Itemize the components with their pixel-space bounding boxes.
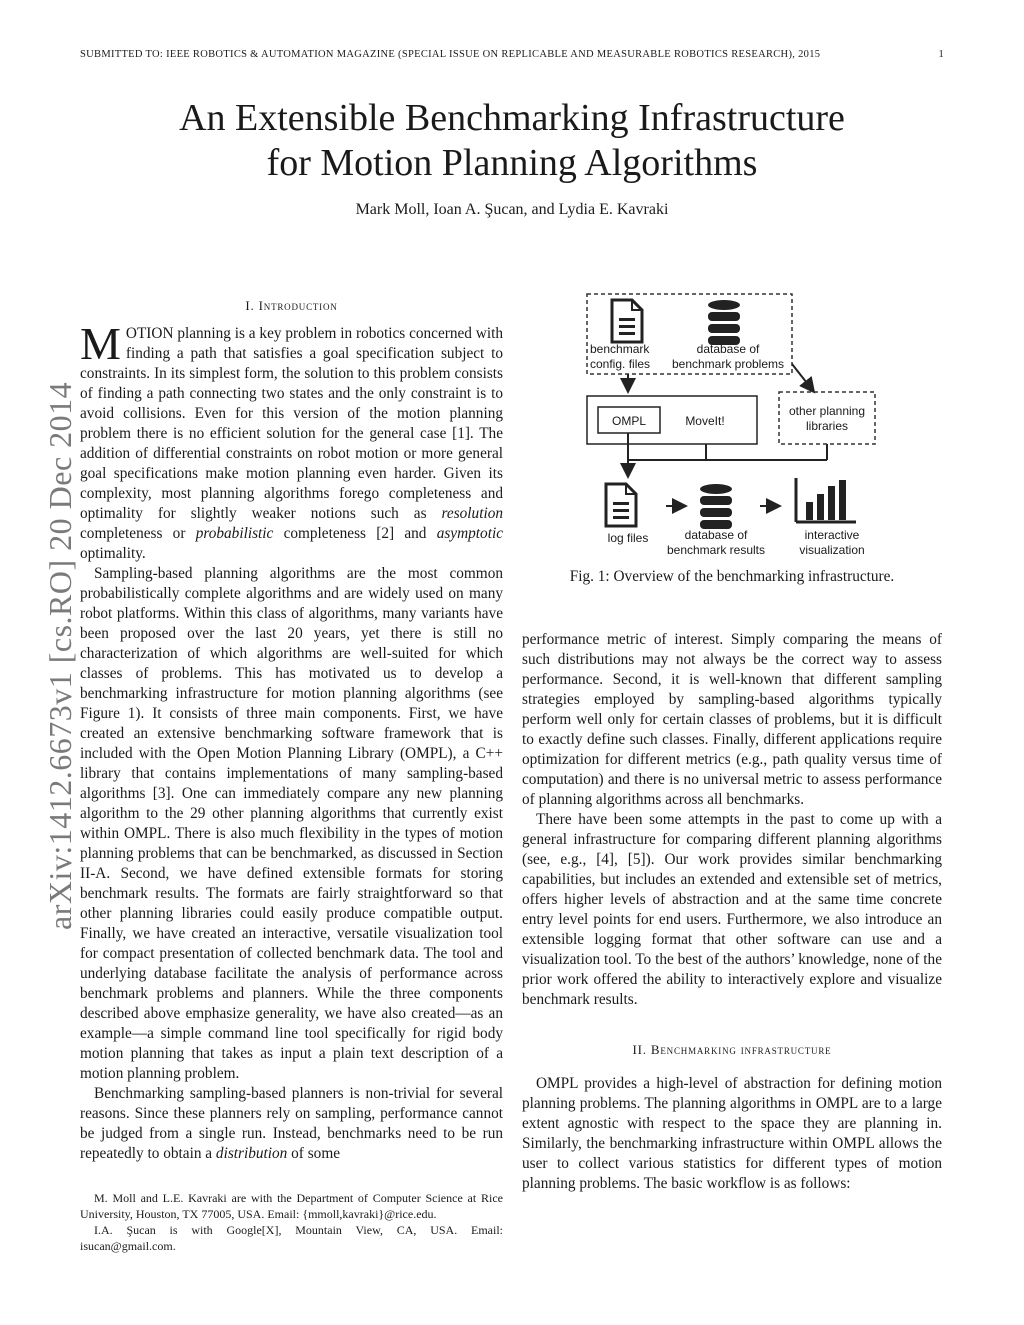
title-line-2: for Motion Planning Algorithms xyxy=(266,142,758,184)
p3-em-distribution: distribution xyxy=(215,1145,288,1162)
arxiv-identifier: arXiv:1412.6673v1 [cs.RO] 20 Dec 2014 xyxy=(42,381,78,930)
label-ompl: OMPL xyxy=(611,414,646,428)
right-column xyxy=(522,630,942,1194)
section-title: Introduction xyxy=(258,298,338,313)
document-icon xyxy=(612,300,642,342)
label-database-problems xyxy=(666,342,790,372)
label-database-results xyxy=(664,528,768,558)
label-line: other planning xyxy=(788,404,866,418)
label-other-libraries xyxy=(779,404,875,434)
p3-text-b: of some xyxy=(287,1145,341,1162)
page-number: 1 xyxy=(938,49,944,60)
figure-1-caption: Fig. 1: Overview of the benchmarking infrastructure. xyxy=(569,568,895,585)
intro-paragraph-1 xyxy=(80,318,503,564)
right-paragraph-3: OMPL provides a high-level of abstraction for defining motion planning problems. The planning algorithms in OMPL are to a large extent agnostic with respect to the space they are planning in. Similarly, the benchmarking infrastructure within OMPL allows the user to collect various statistics for different types of motion planning problems. The basic workflow is as follows: xyxy=(522,1075,942,1192)
label-interactive-visualization xyxy=(780,528,884,558)
label-line: interactive xyxy=(804,528,860,542)
left-column xyxy=(80,296,503,1164)
running-header-text: SUBMITTED TO: IEEE ROBOTICS & AUTOMATION MAGAZINE (SPECIAL ISSUE ON REPLICABLE AND MEASURABLE ROBOTICS RESEARCH), 2015 xyxy=(80,49,821,60)
paper-title xyxy=(0,96,1024,186)
label-log-files: log files xyxy=(607,531,649,545)
footnote-affiliation-2: I.A. Şucan is with Google[X], Mountain View, CA, USA. Email: isucan@gmail.com. xyxy=(80,1223,503,1253)
p1-text-a: OTION planning is a key problem in robotics concerned with finding a path that satisfies a goal specification subject to constraints. In its simplest form, the solution to this problem consists of finding a path connecting two states and the only constraint is to avoid collisions. Even for this version of the motion planning problem there is no efficient solution for the general case [1]. The addition of differential constraints on robot motion or more general goal specifications make motion planning even harder. Given its complexity, most planning algorithms forego completeness and optimality for slightly weaker notions such as xyxy=(80,325,503,522)
section-number: I. xyxy=(245,298,259,313)
figure-1-diagram xyxy=(584,292,884,562)
bar-chart-icon xyxy=(796,478,856,522)
label-line: database of xyxy=(684,528,748,542)
p1-text-d: optimality. xyxy=(80,545,146,562)
p1-text-b: completeness or xyxy=(80,525,196,542)
drop-cap: M xyxy=(80,318,121,369)
p1-em-probabilistic: probabilistic xyxy=(195,525,274,542)
label-line: benchmark results xyxy=(666,543,766,557)
label-line: database of xyxy=(696,342,760,356)
label-line: config. files xyxy=(590,357,651,371)
intro-paragraph-2: Sampling-based planning algorithms are the most common probabilistically complete algorithms and are widely used on many robot platforms. Within this class of algorithms, many variants have been proposed over the last 20 years, yet there is still no characterization of which algorithms are well-suited for which classes of problems. This has motivated us to develop a benchmarking infrastructure for motion planning algorithms (see Figure 1). It consists of three main components. First, we have created an extensive benchmarking software framework that is included with the Open Motion Planning Library (OMPL), a C++ library that contains implementations of many sampling-based algorithms [3]. One can immediately compare any new planning algorithm to the 29 other planning algorithms that currently exist within OMPL. There is also much flexibility in the types of motion planning problems that can be benchmarked, as discussed in Section II-A. Second, we have defined extensible formats for storing benchmark results. The formats are fairly straightforward so that other planning libraries could easily produce compatible output. Finally, we have created an interactive, versatile visualization tool for compact presentation of collected benchmark data. The tool and underlying database facilitate the analysis of performance across benchmark problems and planners. While the three components described above emphasize generality, we have also created—as an example—a simple command line tool specifically for rigid body motion planning that takes as input a plain text description of a motion planning problem. xyxy=(80,565,503,1082)
footnote-affiliation-1: M. Moll and L.E. Kavraki are with the Department of Computer Science at Rice University, Houston, TX 77005, USA. Email: {mmoll,kavraki}@rice.edu. xyxy=(80,1191,503,1221)
title-line-1: An Extensible Benchmarking Infrastructure xyxy=(179,97,845,139)
footnote xyxy=(80,1190,503,1254)
section-number: II. xyxy=(632,1042,651,1057)
running-header xyxy=(80,49,944,60)
label-line: visualization xyxy=(799,543,865,557)
right-paragraph-2: There have been some attempts in the past to come up with a general infrastructure for comparing different planning algorithms (see, e.g., [4], [5]). Our work provides similar benchmarking capabilities, but includes an extended and extensible set of metrics, offers higher levels of abstraction and at the same time concrete entry level points for end users. Furthermore, we also introduce an extensible logging format that other software can use and a visualization tool. To the best of the authors’ knowledge, none of the prior work offered the ability to interactively explore and visualize benchmark results. xyxy=(522,811,942,1008)
label-line: benchmark problems xyxy=(671,357,785,371)
label-benchmark-config xyxy=(590,342,650,372)
p1-text-c: completeness [2] and xyxy=(273,525,437,542)
log-file-icon xyxy=(606,484,636,526)
section-heading-introduction xyxy=(80,296,503,316)
label-line: benchmark xyxy=(590,342,650,356)
label-moveit: MoveIt! xyxy=(685,414,725,428)
p1-em-resolution: resolution xyxy=(441,505,503,522)
p1-em-asymptotic: asymptotic xyxy=(436,525,503,542)
section-heading-benchmarking xyxy=(522,1040,942,1060)
right-paragraph-1: performance metric of interest. Simply comparing the means of such distributions may not always be the correct way to assess performance. Second, it is well-known that different sampling strategies employed by sampling-based algorithms typically perform well only for certain classes of problems, but it is difficult to exactly define such classes. Finally, different applications require optimization for different metrics (e.g., path quality versus time of computation) and there is no universal metric to assess performance of planning algorithms across all benchmarks. xyxy=(522,631,942,808)
database-icon xyxy=(708,300,740,345)
p3-text-a: Benchmarking sampling-based planners is non-trivial for several reasons. Since these planners rely on sampling, performance cannot be judged from a single run. Instead, benchmarks need to be run repeatedly to obtain a xyxy=(80,1085,503,1162)
intro-paragraph-3 xyxy=(80,1084,503,1164)
label-line: libraries xyxy=(805,419,848,433)
results-database-icon xyxy=(700,484,732,529)
section-title: Benchmarking infrastructure xyxy=(650,1042,832,1057)
authors: Mark Moll, Ioan A. Şucan, and Lydia E. Kavraki xyxy=(355,201,669,218)
